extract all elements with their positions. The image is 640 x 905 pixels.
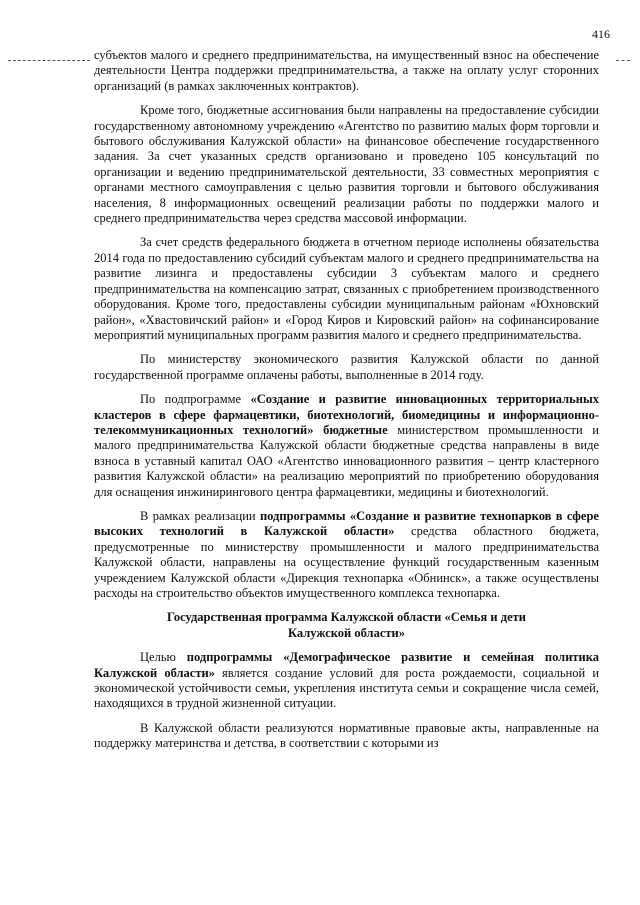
text-segment: средства областного бюджета, предусмотренные по министерству промышленности и малого предпринимательства Калужской области, направлены на осуществление функций государственным казенным учреждением Калужской области «Дирекция технопарка «Обнинск», а также осуществлены расходы на строительство объектов имущественного комплекса технопарка. xyxy=(94,524,600,600)
text-segment: министерством промышленности и малого предпринимательства Калужской области бюджетные средства направлены в виде взноса в уставный капитал ОАО «Агентство инновационного развития – центр кластерного развития Калужской области» на реализацию мероприятий по приобретению оборудования для оснащения инжинирингового центра фармацевтики, медицины и биотехнологий. xyxy=(94,422,600,499)
text-segment: По министерству экономического развития Калужской области по данной государственной программе оплачены работы, выполненные в 2014 году. xyxy=(94,352,599,382)
paragraph xyxy=(94,509,599,601)
text-segment: Кроме того, бюджетные ассигнования были направлены на предоставление субсидии государственному автономному учреждению «Агентство по развитию малых форм торговли и бытового обслуживания Калужской области» на финансовое обеспечение государственного задания. За счет указанных средств организовано и проведено 105 консультаций по организации и ведению предпринимательской деятельности, 33 совместных мероприятия с органами местного самоуправления с целью развития торговли и бытового обслуживания населения, 8 информационных освещений реализации работы по поддержки малого и среднего предпринимательства через средства массовой информации. xyxy=(94,103,599,226)
paragraph xyxy=(94,352,599,383)
text-segment: является создание условий для роста рождаемости, социальной и экономической устойчивости семьи, укрепления института семьи и сокращение числа семей, находящихся в трудной жизненной ситуации. xyxy=(94,665,600,711)
bold-text-segment: подпрограммы «Создание и развитие технопарков в сфере высоких технологий в Калужской области» xyxy=(94,508,599,539)
paragraph xyxy=(94,392,599,500)
scan-artifact-line xyxy=(616,60,630,61)
bold-text-segment: «Создание и развитие инновационных территориальных кластеров в сфере фармацевтики, биотехнологий, биомедицины и информационно-телекоммуникационных технологий» бюджетные xyxy=(94,392,599,437)
paragraph xyxy=(94,721,599,752)
paragraph xyxy=(94,103,599,226)
text-segment: Целью xyxy=(140,650,187,665)
scan-artifact-line xyxy=(8,60,90,61)
section-heading: Государственная программа Калужской области «Семья и дети Калужской области» xyxy=(167,610,526,640)
paragraphs-before-heading xyxy=(94,48,599,601)
document-body xyxy=(94,48,599,761)
paragraph xyxy=(94,48,599,94)
paragraphs-after-heading xyxy=(94,650,599,751)
text-segment: В рамках реализации xyxy=(140,508,260,523)
text-segment: субъектов малого и среднего предпринимательства, на имущественный взнос на обеспечение деятельности Центра поддержки предпринимательства, а также на оплату услуг сторонних организаций (в рамках заключенных контрактов). xyxy=(94,48,599,93)
text-segment: В Калужской области реализуются нормативные правовые акты, направленные на поддержку материнства и детства, в соответствии с которыми из xyxy=(94,720,599,751)
text-segment: По подпрограмме xyxy=(140,392,251,407)
text-segment: За счет средств федерального бюджета в отчетном периоде исполнены обязательства 2014 года по предоставлению субсидий субъектам малого и среднего предпринимательства на развитие лизинга и предоставлены субсидии 3 субъектам малого и среднего предпринимательства на компенсацию затрат, связанных с приобретением производственного оборудования. Кроме того, предоставлены субсидии муниципальным районам «Юхновский район», «Хвастовичский район» и «Город Киров и Кировский район» на софинансирование мероприятий муниципальных программ развития малого и среднего предпринимательства. xyxy=(94,235,599,342)
bold-text-segment: подпрограммы «Демографическое развитие и семейная политика Калужской области» xyxy=(94,650,599,680)
page-number: 416 xyxy=(592,27,610,41)
paragraph xyxy=(94,235,599,343)
paragraph xyxy=(94,650,599,712)
